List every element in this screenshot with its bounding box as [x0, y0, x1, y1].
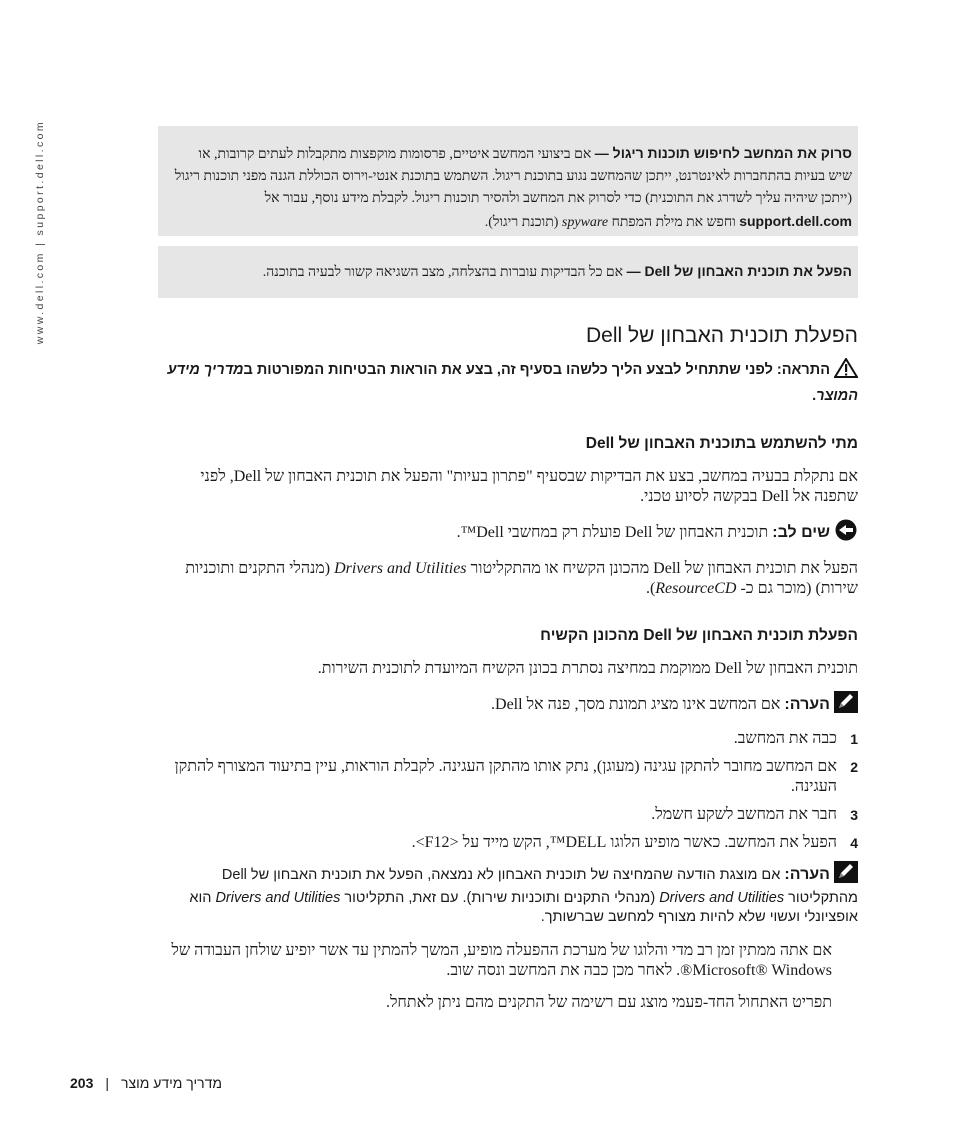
list-item — [158, 805, 858, 825]
spyware-tip-lead: סרוק את המחשב לחיפוש תוכנות ריגול — — [594, 145, 852, 161]
run-text-a: הפעל את תוכנית האבחון של Dell מהכונן הקשיח או מהתקליטור — [466, 560, 858, 577]
run-text-c: ). — [645, 580, 656, 597]
hd-title: הפעלת תוכנית האבחון של Dell מהכונן הקשיח — [540, 627, 858, 644]
main-content — [158, 126, 858, 1013]
step-text: חבר את המחשב לשקע חשמל. — [651, 806, 837, 823]
list-item — [158, 757, 858, 797]
spyware-tip-text-b: וחפש את מילת המפתח — [608, 215, 740, 230]
pencil-note-icon — [834, 861, 858, 889]
page-number: 203 — [70, 1075, 94, 1091]
section-title: הפעלת תוכנית האבחון של Dell — [585, 324, 858, 347]
note2-text-a: אם מוצגת הודעה שהמחיצה של תוכנית האבחון לא נמצאה, הפעל את תוכנית האבחון של Dell מהתקליטור — [221, 867, 858, 906]
step-number: 1 — [850, 731, 858, 747]
warning-triangle-icon — [834, 358, 858, 385]
list-item — [158, 729, 858, 749]
note1-label: הערה: — [784, 696, 830, 713]
caution-guide-name: מדריך מידע המוצר — [167, 362, 858, 404]
notice-block — [158, 519, 858, 547]
notice-hand-icon — [834, 519, 858, 547]
steps-list — [158, 729, 858, 853]
note1-text: אם המחשב אינו מציג תמונת מסך, פנה אל Dell. — [491, 696, 785, 713]
diagnostics-tip-text: אם כל הבדיקות עוברות בהצלחה, מצב השגיאה קשור לבעיה בתוכנה. — [262, 265, 627, 280]
hd-paragraph: תוכנית האבחון של Dell ממוקמת במחיצה נסתרת בכונן הקשיח המיועדת לתוכנית השירות. — [317, 660, 858, 677]
run-text-b: (מנהלי התקנים ותוכניות שירות) (מוכר גם כ- — [185, 560, 858, 597]
note2-label: הערה: — [784, 866, 830, 883]
menu-paragraph: תפריט האתחול החד-פעמי מוצג עם רשימה של התקנים מהם ניתן לאתחל. — [385, 994, 832, 1011]
spyware-tip-text-c: (תוכנת ריגול). — [484, 215, 562, 230]
page-footer — [70, 1075, 222, 1091]
support-link[interactable]: support.dell.com — [739, 213, 852, 229]
run-paragraph — [158, 559, 858, 599]
note1-block — [158, 691, 858, 719]
spyware-tip-box — [158, 126, 858, 236]
step-number: 2 — [850, 759, 858, 775]
caution-end: . — [812, 388, 817, 404]
footer-guide-title: מדריך מידע מוצר — [121, 1075, 222, 1091]
run-cd-name: Drivers and Utilities — [334, 560, 467, 577]
note2-block — [158, 861, 858, 927]
diagnostics-tip-lead: הפעל את תוכנית האבחון של Dell — — [626, 263, 852, 279]
step-number: 3 — [850, 807, 858, 823]
note2-text-b: (מנהלי התקנים ותוכניות שירות). עם זאת, התקליטור — [340, 890, 660, 906]
diagnostics-tip-box — [158, 246, 858, 298]
list-item — [158, 833, 858, 853]
when-paragraph: אם נתקלת בבעיה במחשב, בצע את הבדיקות שבסעיף "פתרון בעיות" והפעל את תוכנית האבחון של Dell, לפני שתפנה אל Dell בבקשה לסיוע טכני. — [200, 468, 858, 505]
footer-separator: | — [105, 1075, 109, 1091]
side-url: www.dell.com | support.dell.com — [34, 120, 46, 345]
spyware-keyword: spyware — [561, 215, 609, 230]
note2-cd-name: Drivers and Utilities — [659, 890, 785, 906]
step-text: הפעל את המחשב. כאשר מופיע הלוגו DELL™, הקש מייד על <F12>. — [411, 834, 837, 851]
run-resourcecd-name: ResourceCD — [655, 580, 737, 597]
notice-label: שים לב: — [772, 524, 830, 541]
wait-paragraph: אם אתה ממתין זמן רב מדי והלוגו של מערכת ההפעלה מופיע, המשך להמתין עד אשר יופיע שולחן העבודה של Microsoft® Windows®. לאחר מכן כבה את המחשב ונסה שוב. — [171, 942, 832, 979]
note2-cd-name-2: Drivers and Utilities — [215, 890, 341, 906]
caution-block — [158, 358, 858, 407]
pencil-note-icon — [834, 691, 858, 719]
notice-text: תוכנית האבחון של Dell פועלת רק במחשבי Dell™. — [456, 524, 773, 541]
caution-text: התראה: לפני שתתחיל לבצע הליך כלשהו בסעיף זה, בצע את הוראות הבטיחות המפורטות ב — [243, 362, 830, 378]
spyware-tip-text-a: אם ביצועי המחשב איטיים, פרסומות מוקפצות מתקבלות לעתים קרובות, או שיש בעיות בהתחברות לאינטרנט, ייתכן שהמחשב נגוע בתוכנת ריגול. השתמש בתוכנת אנטי-וירוס הכוללת הגנה מפני תוכנות ריגול (ייתכן שיהיה עליך לשדרג את התוכנית) כדי לסרוק את המחשב ולהסיר תוכנות ריגול. לקבלת מידע נוסף, עבור אל — [174, 147, 852, 206]
step-number: 4 — [850, 835, 858, 851]
step-text: כבה את המחשב. — [733, 730, 837, 747]
note2-text-c: הוא אופציונלי ועשוי שלא להיות מצורף למחשב שברשותך. — [189, 890, 858, 925]
step-text: אם המחשב מחובר להתקן עגינה (מעוגן), נתק אותו מהתקן העגינה. לקבלת הוראות, עיין בתיעוד המצורף להתקן העגינה. — [174, 758, 837, 795]
when-title: מתי להשתמש בתוכנית האבחון של Dell — [585, 435, 858, 452]
